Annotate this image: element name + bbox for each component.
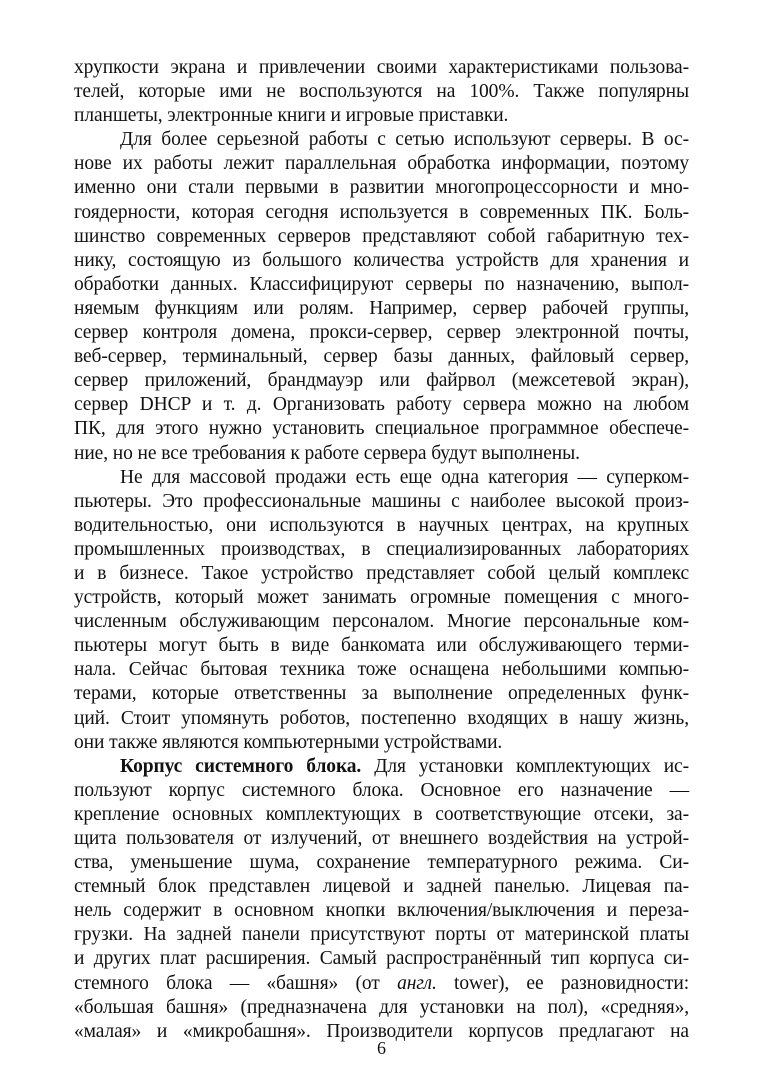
text-line: сервер DHCP и т. д. Организовать работу сервера можно на любом <box>74 394 689 416</box>
text-line: промышленных производствах, в специализированных лабораториях <box>74 538 689 560</box>
text-line: пользуют корпус системного блока. Основное его назначение — <box>74 779 689 801</box>
text-line: няемым функциям или ролям. Например, сервер рабочей группы, <box>74 297 689 319</box>
text-line <box>74 972 689 996</box>
section-heading: Корпус системного блока. <box>120 755 362 777</box>
text-line: водительностью, они используются в научных центрах, на крупных <box>74 514 689 536</box>
text-line <box>74 755 689 779</box>
paragraph-2 <box>74 128 689 465</box>
heading-line-rest: Для установки комплектующих ис- <box>374 755 689 777</box>
text-line: крепление основных комплектующих в соответствующие отсеки, за- <box>74 803 689 825</box>
text-line: ние, но не все требования к работе сервера будут выполнены. <box>74 442 580 464</box>
text-line: пьютеры. Это профессиональные машины с наиболее высокой произ- <box>74 490 689 512</box>
text-line: планшеты, электронные книги и игровые приставки. <box>74 105 509 127</box>
text-line: ПК, для этого нужно установить специальное программное обеспече- <box>74 418 689 440</box>
text-line: веб-сервер, терминальный, сервер базы данных, файловый сервер, <box>74 346 689 368</box>
text-line: терами, которые ответственны за выполнение определенных функ- <box>74 683 689 705</box>
text-line: численным обслуживающим персоналом. Многие персональные ком- <box>74 611 689 633</box>
text-line: Для более серьезной работы с сетью используют серверы. В ос- <box>120 129 689 151</box>
text-line: нику, состоящую из большого количества устройств для хранения и <box>74 249 689 271</box>
text-line: обработки данных. Классифицируют серверы по назначению, выпол- <box>74 273 689 295</box>
text-line: ства, уменьшение шума, сохранение температурного режима. Си- <box>74 852 689 874</box>
text-line: пьютеры могут быть в виде банкомата или обслуживающего терми- <box>74 635 689 657</box>
document-page <box>74 56 689 1044</box>
text-line: стемный блок представлен лицевой и задней панелью. Лицевая па- <box>74 876 689 898</box>
text-line: телей, которые ими не воспользуются на 100%. Также популярны <box>74 81 689 103</box>
text-line: устройств, который может занимать огромные помещения с много- <box>74 587 689 609</box>
text-line: грузки. На задней панели присутствуют порты от материнской платы <box>74 924 689 946</box>
paragraph-4 <box>74 755 689 1044</box>
text-line: нель содержит в основном кнопки включения/выключения и переза- <box>74 900 689 922</box>
text-line: гоядерности, которая сегодня используется в современных ПК. Боль- <box>74 201 689 223</box>
text-line: сервер приложений, брандмауэр или файрвол (межсетевой экран), <box>74 370 689 392</box>
abbreviation-english: англ. <box>397 972 437 994</box>
text-line: шинство современных серверов представляют собой габаритную тех- <box>74 225 689 247</box>
text-line: и других плат расширения. Самый распространённый тип корпуса си- <box>74 948 689 970</box>
text-line: нове их работы лежит параллельная обработка информации, поэтому <box>74 153 689 175</box>
text-line: щита пользователя от излучений, от внешнего воздействия на устрой- <box>74 828 689 849</box>
tower-line-after: tower), ее разновидности: <box>454 972 690 994</box>
page-number: 6 <box>377 1038 386 1058</box>
text-line: ций. Стоит упомянуть роботов, постепенно входящих в нашу жизнь, <box>74 707 689 729</box>
text-line: «малая» и «микробашня». Производители корпусов предлагают на <box>74 1020 689 1042</box>
text-line: хрупкости экрана и привлечении своими характеристиками пользова- <box>74 57 689 78</box>
paragraph-3 <box>74 466 689 755</box>
paragraph-1 <box>74 56 689 128</box>
text-line: «большая башня» (предназначена для установки на пол), «средняя», <box>74 996 689 1018</box>
text-line: Не для массовой продажи есть еще одна категория — суперком- <box>120 466 689 488</box>
text-line: и в бизнесе. Такое устройство представляет собой целый комплекс <box>74 562 689 584</box>
text-line: они также являются компьютерными устройствами. <box>74 731 503 753</box>
text-line: нала. Сейчас бытовая техника тоже оснащена небольшими компью- <box>74 659 689 681</box>
tower-line-before: стемного блока — «башня» (от <box>74 972 380 994</box>
text-line: сервер контроля домена, прокси-сервер, сервер электронной почты, <box>74 322 689 344</box>
text-line: именно они стали первыми в развитии многопроцессорности и мно- <box>74 177 689 199</box>
